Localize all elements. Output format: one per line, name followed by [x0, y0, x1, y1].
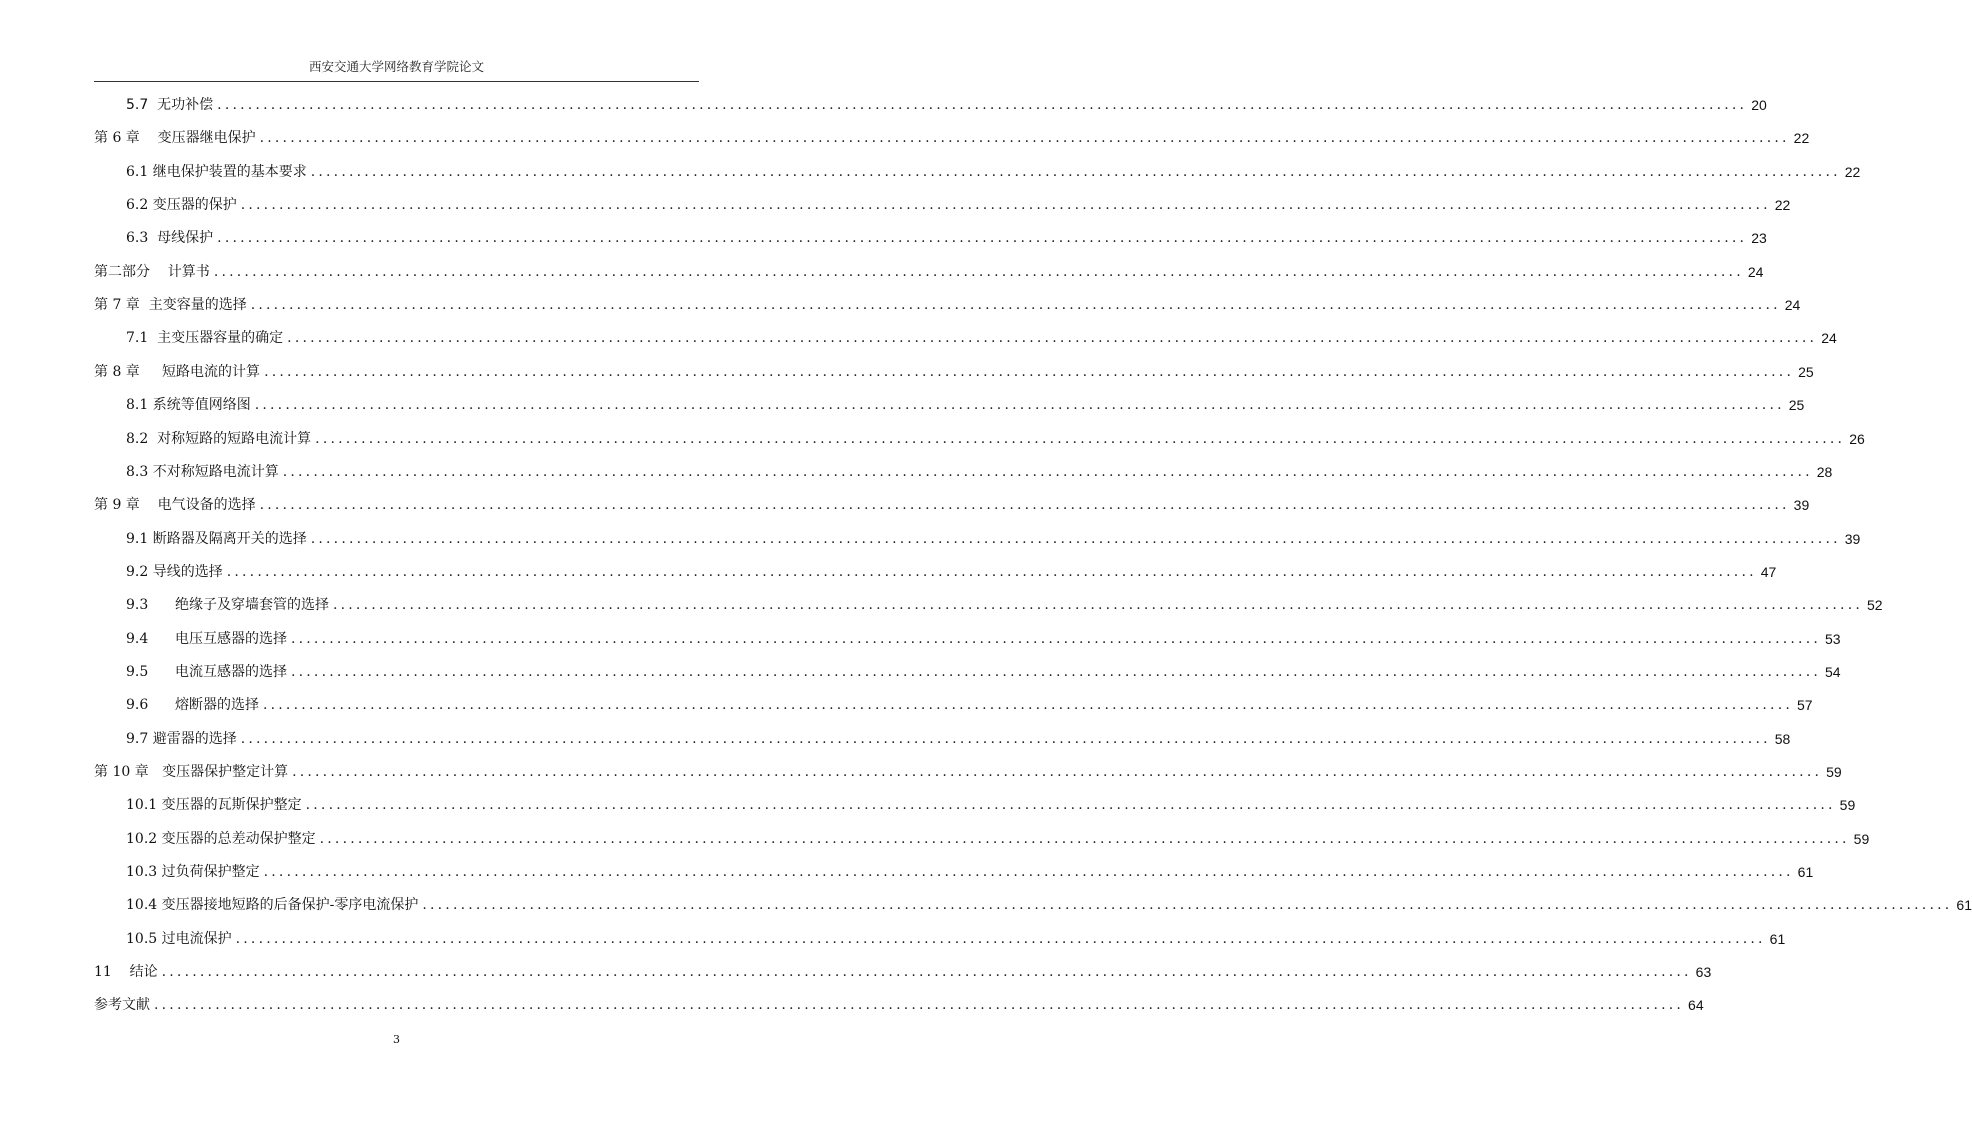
- toc-entry-page: 54: [1825, 663, 1841, 680]
- toc-entry-title: 6.3 母线保护: [126, 230, 214, 247]
- toc-leader-dots: ........................................................................................................................................................................................................: [332, 597, 1864, 614]
- toc-leader-dots: ........................................................................................................................................................................................................: [262, 697, 1794, 714]
- toc-entry[interactable]: [0, 626, 1841, 648]
- toc-entry-title: 第二部分 计算书: [94, 263, 210, 280]
- toc-entry-title: 第 7 章 主变容量的选择: [94, 297, 247, 314]
- toc-entry-page: 63: [1695, 964, 1712, 981]
- toc-leader-dots: ........................................................................................................................................................................................................: [259, 497, 1790, 514]
- toc-entry-page: 25: [1788, 397, 1805, 414]
- toc-entry-title: 11 结论: [94, 964, 158, 981]
- toc-entry-page: 39: [1844, 530, 1861, 547]
- toc-leader-dots: ........................................................................................................................................................................................................: [213, 263, 1744, 280]
- toc-entry-title: 8.2 对称短路的短路电流计算: [126, 430, 312, 447]
- toc-leader-dots: ........................................................................................................................................................................................................: [315, 430, 1846, 447]
- toc-entry-page: 22: [1793, 130, 1810, 147]
- toc-entry-title: 第 8 章 短路电流的计算: [94, 363, 261, 380]
- toc-entry-page: 47: [1760, 563, 1777, 580]
- toc-leader-dots: ........................................................................................................................................................................................................: [259, 130, 1790, 147]
- toc-entry-title: 10.3 过负荷保护整定: [126, 864, 260, 881]
- toc-leader-dots: ........................................................................................................................................................................................................: [235, 930, 1766, 947]
- toc-entry-title: 8.3 不对称短路电流计算: [126, 463, 279, 480]
- toc-entry[interactable]: [0, 225, 1767, 247]
- toc-entry[interactable]: [0, 325, 1837, 347]
- toc-entry-page: 58: [1774, 730, 1791, 747]
- toc-entry-title: 9.5 电流互感器的选择: [126, 663, 287, 680]
- toc-entry[interactable]: [0, 692, 1813, 714]
- toc-entry-page: 59: [1853, 830, 1870, 847]
- toc-entry[interactable]: [0, 759, 1842, 781]
- toc-entry-page: 28: [1816, 463, 1833, 480]
- toc-entry-page: 57: [1797, 697, 1813, 714]
- toc-entry[interactable]: [0, 359, 1814, 381]
- toc-leader-dots: ........................................................................................................................................................................................................: [254, 397, 1785, 414]
- toc-entry[interactable]: [0, 526, 1861, 548]
- toc-leader-dots: ........................................................................................................................................................................................................: [154, 997, 1685, 1014]
- toc-entry-title: 9.2 导线的选择: [126, 563, 223, 580]
- toc-entry-page: 22: [1844, 163, 1861, 180]
- toc-entry-page: 61: [1956, 897, 1972, 914]
- toc-entry-page: 53: [1825, 630, 1841, 647]
- toc-entry[interactable]: [0, 492, 1810, 514]
- toc-leader-dots: ........................................................................................................................................................................................................: [217, 97, 1748, 113]
- toc-entry-title: 参考文献: [94, 997, 150, 1014]
- toc-entry[interactable]: [0, 992, 1704, 1014]
- toc-entry-title: 8.1 系统等值网络图: [126, 397, 251, 414]
- toc-entry[interactable]: [0, 159, 1861, 181]
- toc-entry[interactable]: [0, 392, 1805, 414]
- toc-entry-title: 10.4 变压器接地短路的后备保护-零序电流保护: [126, 897, 419, 914]
- toc-leader-dots: ........................................................................................................................................................................................................: [290, 630, 1822, 647]
- toc-entry-page: 59: [1826, 764, 1842, 780]
- toc-entry-page: 61: [1797, 864, 1814, 881]
- toc-entry[interactable]: [0, 426, 1865, 448]
- toc-entry[interactable]: [0, 459, 1833, 481]
- toc-leader-dots: ........................................................................................................................................................................................................: [282, 463, 1813, 480]
- toc-leader-dots: ........................................................................................................................................................................................................: [161, 964, 1692, 981]
- toc-entry[interactable]: [0, 659, 1841, 681]
- toc-leader-dots: ........................................................................................................................................................................................................: [310, 530, 1841, 547]
- page-number: 3: [393, 1033, 400, 1046]
- toc-entry[interactable]: [0, 859, 1814, 881]
- toc-entry-page: 26: [1849, 430, 1865, 447]
- toc-entry-title: 9.1 断路器及隔离开关的选择: [126, 530, 307, 547]
- toc-entry[interactable]: [0, 959, 1712, 981]
- toc-leader-dots: ........................................................................................................................................................................................................: [263, 864, 1794, 881]
- header-rule: [94, 81, 699, 82]
- toc-entry[interactable]: [0, 192, 1791, 214]
- toc-entry[interactable]: [0, 726, 1791, 748]
- toc-entry-page: 52: [1867, 597, 1883, 614]
- toc-entry[interactable]: [0, 892, 1972, 914]
- toc-entry-page: 64: [1688, 997, 1704, 1014]
- toc-leader-dots: ........................................................................................................................................................................................................: [240, 197, 1771, 214]
- toc-entry-page: 24: [1784, 297, 1801, 314]
- toc-entry-title: 6.2 变压器的保护: [126, 197, 237, 214]
- toc-entry-page: 22: [1774, 197, 1791, 214]
- toc-entry-title: 第 6 章 变压器继电保护: [94, 130, 256, 147]
- toc-entry-title: 第 10 章 变压器保护整定计算: [94, 764, 289, 780]
- toc-leader-dots: ........................................................................................................................................................................................................: [292, 764, 1823, 780]
- toc-entry-title: 9.6 熔断器的选择: [126, 697, 259, 714]
- toc-leader-dots: ........................................................................................................................................................................................................: [250, 297, 1781, 314]
- toc-entry[interactable]: [0, 792, 1856, 814]
- toc-entry-title: 9.7 避雷器的选择: [126, 730, 237, 747]
- toc-entry[interactable]: [0, 559, 1777, 581]
- toc-leader-dots: ........................................................................................................................................................................................................: [310, 163, 1841, 180]
- toc-entry-title: 10.2 变压器的总差动保护整定: [126, 830, 316, 847]
- toc-entry[interactable]: [0, 259, 1764, 281]
- toc-entry-title: 9.4 电压互感器的选择: [126, 630, 287, 647]
- toc-entry[interactable]: [0, 292, 1801, 314]
- toc-entry-title: 5.7 无功补偿: [126, 97, 214, 113]
- toc-entry-page: 20: [1751, 97, 1767, 113]
- page-header-title: 西安交通大学网络教育学院论文: [308, 59, 484, 74]
- toc-entry[interactable]: [0, 125, 1810, 147]
- toc-leader-dots: ........................................................................................................................................................................................................: [264, 363, 1795, 380]
- toc-leader-dots: ........................................................................................................................................................................................................: [290, 663, 1822, 680]
- toc-leader-dots: ........................................................................................................................................................................................................: [319, 830, 1850, 847]
- toc-entry-title: 9.3 绝缘子及穿墙套管的选择: [126, 597, 329, 614]
- toc-entry-page: 25: [1798, 363, 1814, 380]
- toc-entry[interactable]: [0, 826, 1870, 848]
- toc-entry-title: 10.5 过电流保护: [126, 930, 232, 947]
- toc-entry-page: 24: [1821, 330, 1837, 347]
- toc-entry-page: 39: [1793, 497, 1810, 514]
- toc-leader-dots: ........................................................................................................................................................................................................: [305, 797, 1836, 814]
- toc-entry-page: 59: [1839, 797, 1856, 814]
- toc-entry[interactable]: [0, 926, 1786, 948]
- toc-entry-title: 7.1 主变压器容量的确定: [126, 330, 284, 347]
- toc-leader-dots: ........................................................................................................................................................................................................: [217, 230, 1748, 247]
- toc-leader-dots: ........................................................................................................................................................................................................: [226, 563, 1757, 580]
- toc-entry-page: 61: [1769, 930, 1786, 947]
- toc-entry-title: 10.1 变压器的瓦斯保护整定: [126, 797, 302, 814]
- toc-leader-dots: ........................................................................................................................................................................................................: [422, 897, 1953, 914]
- toc-entry-page: 23: [1751, 230, 1767, 247]
- toc-leader-dots: ........................................................................................................................................................................................................: [287, 330, 1818, 347]
- toc-entry-title: 第 9 章 电气设备的选择: [94, 497, 256, 514]
- toc-entry-title: 6.1 继电保护装置的基本要求: [126, 163, 307, 180]
- toc-entry[interactable]: [0, 92, 1767, 114]
- toc-leader-dots: ........................................................................................................................................................................................................: [240, 730, 1771, 747]
- toc-entry[interactable]: [0, 592, 1883, 614]
- toc-entry-page: 24: [1747, 263, 1764, 280]
